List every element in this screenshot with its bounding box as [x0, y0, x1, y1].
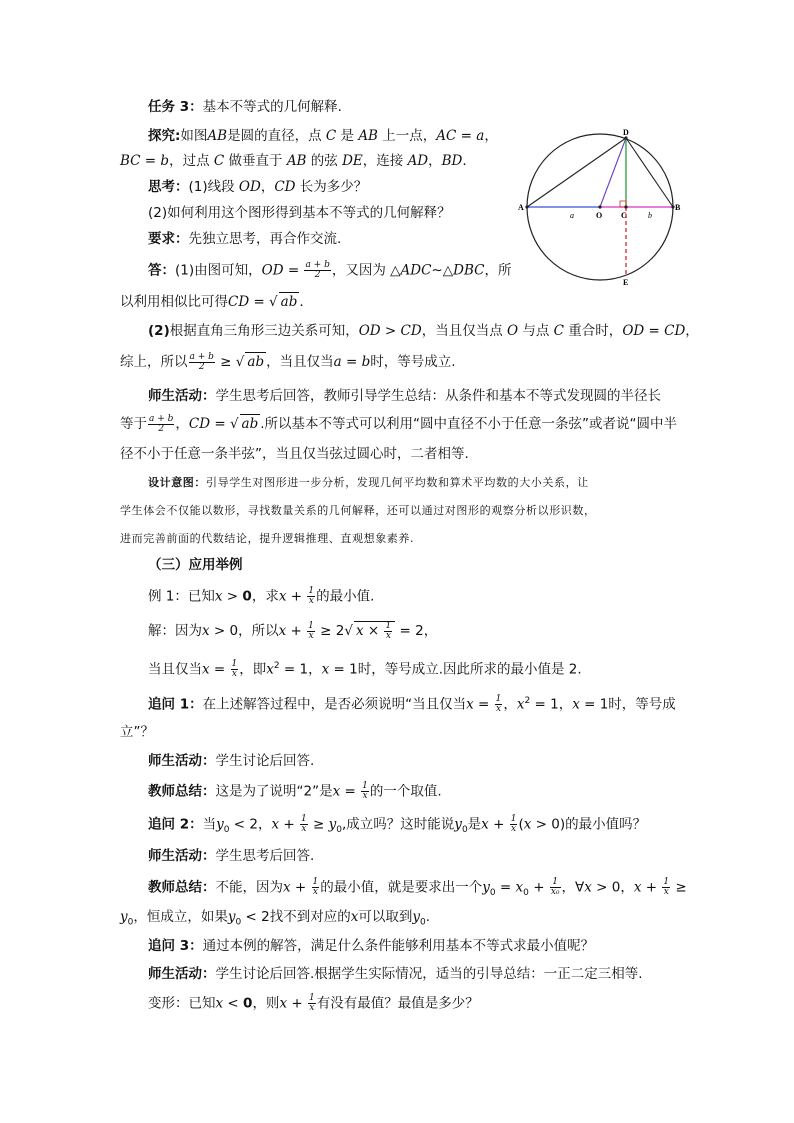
- explore-line-2: BC = b，过点 C 做垂直于 AB 的弦 DE，连接 AD，BD.: [120, 153, 467, 169]
- task-label: 任务 3：: [148, 99, 203, 115]
- activity2-line: [148, 752, 314, 770]
- summary2-line-2: $y_0$，恒成立，如果$y_0 < 2$找不到对应的x可以取到$y_0$.: [120, 909, 431, 928]
- summary1-label: 教师总结：: [148, 783, 216, 800]
- followup2-line: 追问 2：当$y_0 < 2$，x + $\frac{1}{x}$ ≥ $y_0$,成立吗？这时能说$y_0$是x + $\frac{1}{x}$ (x > 0)的最小值吗？: [148, 814, 647, 836]
- label-B: B: [675, 203, 681, 212]
- segment-DB: [626, 138, 673, 207]
- activity3-label: 师生活动：: [148, 848, 216, 864]
- label-O: O: [596, 211, 603, 220]
- activity3-text: 学生思考后回答.: [215, 848, 315, 864]
- point-C: [624, 205, 627, 208]
- activity2-text: 学生讨论后回答.: [215, 753, 315, 769]
- followup1-line-1: 追问 1：在上述解答过程中，是否必须说明“当且仅当x = $\frac{1}{x}$ ，$x^2 = 1$，x = 1时，等号成: [148, 694, 676, 714]
- followup3-label: 追问 3：: [148, 938, 203, 954]
- task-line: [148, 98, 342, 116]
- answer-line-2: 以利用相似比可得CD = √ ab .: [120, 294, 304, 310]
- followup2-label: 追问 2：: [148, 816, 203, 833]
- point-O: [598, 205, 601, 208]
- summary2-line-1: 教师总结：不能，因为x + $\frac{1}{x}$ 的最小值，就是要求出一个$y_0 = x_0$ + $\frac{1}{\text{x₀}}$ ，∀x > 0，x + $\frac{1}{x}$ ≥: [148, 877, 687, 899]
- think-label: 思考：: [148, 179, 189, 195]
- design-text-3: 进而完善前面的代数结论，提升逻辑推理、直观想象素养.: [120, 532, 415, 545]
- activity1-label: 师生活动：: [148, 388, 216, 404]
- task-title: 基本不等式的几何解释.: [202, 99, 342, 115]
- require-text: 先独立思考，再合作交流.: [188, 231, 342, 247]
- require-line: [148, 230, 341, 248]
- design-line-1: [148, 474, 589, 492]
- activity1-text-1: 学生思考后回答，教师引导学生总结：从条件和基本不等式发现圆的半径长: [215, 388, 661, 404]
- summary2-label: 教师总结：: [148, 879, 216, 896]
- followup3-line: [148, 937, 594, 955]
- answer-line-4: 综上，所以 $\frac{a + b}{2}$ ≥ √ ab ，当且仅当a = b时，等号成立.: [120, 351, 456, 372]
- followup1-label: 追问 1：: [148, 696, 203, 713]
- circle-diagram: [515, 125, 690, 290]
- label-a: a: [570, 211, 574, 220]
- label-A: A: [518, 203, 524, 212]
- label-D: D: [623, 128, 629, 137]
- activity4-label: 师生活动：: [148, 966, 216, 982]
- explore-label: 探究:: [148, 128, 181, 144]
- followup3-text: 通过本例的解答，满足什么条件能够利用基本不等式求最小值呢？: [202, 938, 595, 954]
- think-q2: (2)如何利用这个图形得到基本不等式的几何解释？: [148, 205, 451, 221]
- summary1-line: 教师总结：这是为了说明“2”是x = $\frac{1}{x}$ 的一个取值.: [148, 781, 442, 801]
- answer-label: 答：: [148, 262, 175, 279]
- activity1-text-3: 径不小于任意一条半弦”，当且仅当弦过圆心时，二者相等.: [120, 446, 469, 462]
- example1-solution: 解：因为x > 0，所以x + $\frac{1}{x}$ ≥ 2√ x × $\frac{1}{x}$ = 2，: [148, 620, 438, 641]
- design-label: 设计意图：: [148, 476, 206, 489]
- point-A: [525, 205, 528, 208]
- activity4-text: 学生讨论后回答.根据学生实际情况，适当的引导总结：一正二定三相等.: [215, 966, 643, 982]
- followup1-text-2: 立”？: [120, 724, 154, 740]
- label-C: C: [621, 211, 627, 220]
- example1-question: 例 1：已知x > 0，求x + $\frac{1}{x}$ 的最小值.: [148, 586, 375, 606]
- answer-line-1: 答：(1)由图可知，OD = $\frac{a + b}{2}$ ，又因为 △ADC∼△DBC，所: [148, 260, 512, 280]
- activity1-line-2: 等于 $\frac{a + b}{2}$ ，CD = √ ab .所以基本不等式可以利用“圆中直径不小于任意一条弦”或者说“圆中半: [120, 413, 678, 434]
- example1-equality: 当且仅当x = $\frac{1}{x}$ ，即$x^2 = 1$，x = 1时，等号成立.因此所求的最小值是 2.: [148, 659, 582, 679]
- think-line-1: 思考：(1)线段 OD，CD 长为多少？: [148, 179, 368, 195]
- activity3-line: [148, 847, 314, 865]
- segment-OD: [600, 138, 626, 207]
- section-title: （三）应用举例: [148, 557, 243, 573]
- activity1-line-1: [148, 387, 661, 405]
- label-E: E: [623, 278, 629, 287]
- design-text-1: 引导学生对图形进一步分析，发现几何平均数和算术平均数的大小关系，让: [206, 476, 589, 489]
- explore-line-1: 探究:如图AB是圆的直径，点 C 是 AB 上一点，AC = a，: [148, 128, 498, 144]
- activity2-label: 师生活动：: [148, 753, 216, 769]
- label-b: b: [648, 211, 652, 220]
- answer-line-3: (2)根据直角三角形三边关系可知，OD > CD，当且仅当点 O 与点 C 重合时，OD = CD，: [148, 323, 699, 339]
- activity4-line: [148, 965, 643, 983]
- segment-AD: [527, 138, 626, 207]
- variant-line: 变形：已知x < 0，则x + $\frac{1}{x}$ 有没有最值？最值是多少？: [148, 993, 479, 1013]
- design-text-2: 学生体会不仅能以数形，寻找数量关系的几何解释，还可以通过对图形的观察分析以形识数，: [120, 504, 596, 517]
- require-label: 要求：: [148, 231, 189, 247]
